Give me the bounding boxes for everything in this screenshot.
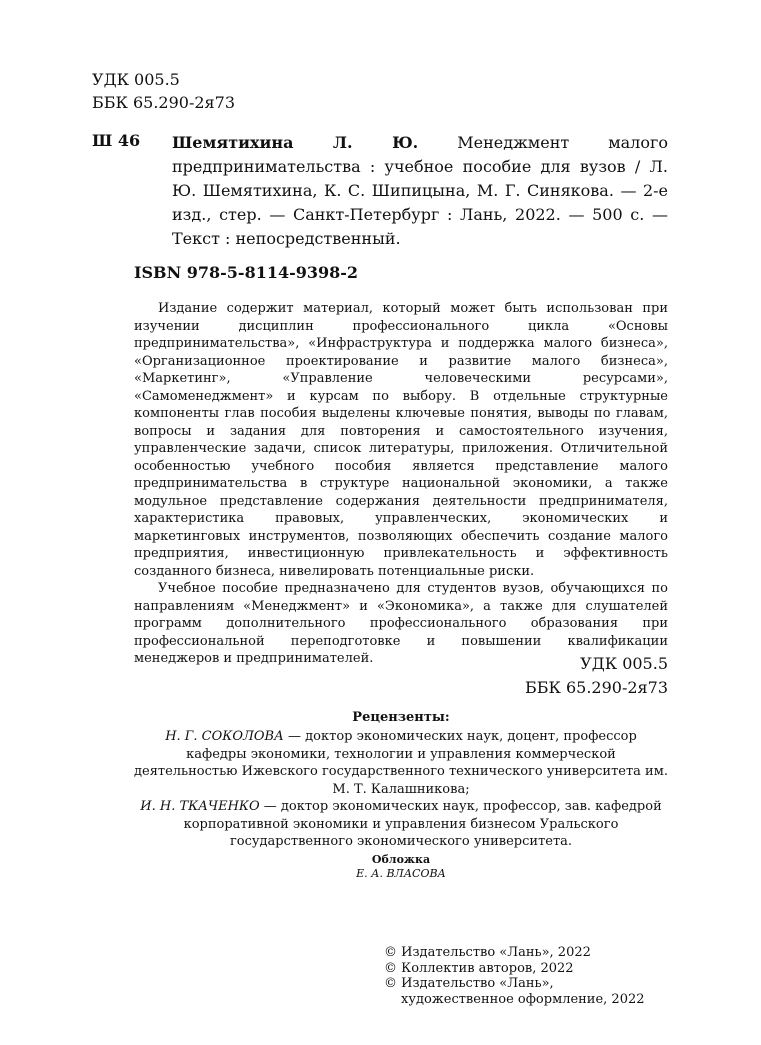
biblio-description: Менеджмент малого предпринимательства : учебное пособие для вузов / Л. Ю. Шемятихина, К. С. Шипицына, М. Г. Синякова. — 2-е изд., стер. — Санкт-Петербург : Лань, 2022. — 500 с. — Текст : непосредственный. — [172, 133, 668, 248]
bbk-code: ББК 65.290-2я73 — [92, 93, 236, 112]
reviewer-description: — доктор экономических наук, доцент, профессор кафедры экономики, технологии и управления коммерческой деятельностью Ижевского государственного технического университета им. М. Т. Калашникова; — [134, 729, 668, 797]
isbn: ISBN 978-5-8114-9398-2 — [134, 263, 359, 282]
bbk-code-right: ББК 65.290-2я73 — [524, 678, 668, 697]
reviewer-entry — [134, 798, 668, 851]
annotation — [134, 300, 668, 668]
udk-bbk-block-top — [92, 68, 235, 114]
reviewer-description: — доктор экономических наук, профессор, зав. кафедрой корпоративной экономики и управления бизнесом Уральского государственного экономического университета. — [183, 799, 662, 849]
cover-designer: Е. А. ВЛАСОВА — [356, 867, 446, 880]
annotation-paragraph-2: Учебное пособие предназначено для студентов вузов, обучающихся по направлениям «Менеджмент» и «Экономика», а также для слушателей программ дополнительного профессионального образования при профессиональной переподготовке и повышении квалификации менеджеров и предпринимателей. — [134, 581, 668, 666]
reviewers-list — [134, 728, 668, 851]
copyright-block — [384, 945, 674, 1007]
reviewer-name: Н. Г. СОКОЛОВА — [165, 729, 284, 744]
annotation-paragraph-1: Издание содержит материал, который может быть использован при изучении дисциплин профессионального цикла «Основы предпринимательства», «Инфраструктура и поддержка малого бизнеса», «Организационное проектирование и развитие малого бизнеса», «Маркетинг», «Управление человеческими ресурсами», «Самоменеджмент» и курсам по выбору. В отдельные структурные компоненты глав пособия выделены ключевые понятия, выводы по главам, вопросы и задания для повторения и самостоятельного изучения, управленческие задачи, список литературы, приложения. Отличительной особенностью учебного пособия является представление малого предпринимательства в структуре национальной экономики, а также модульное представление содержания деятельности предпринимателя, характеристика правовых, управленческих, экономических и маркетинговых инструментов, позволяющих обеспечить создание малого предприятия, инвестиционную привлекательность и эффективность созданного бизнеса, нивелировать потенциальные риски. — [134, 301, 668, 579]
biblio-author: Шемятихина Л. Ю. — [172, 133, 419, 152]
reviewers-heading: Рецензенты: — [352, 710, 450, 725]
copyright-line: © Издательство «Лань», — [384, 976, 554, 991]
author-sign: Ш 46 — [92, 131, 141, 150]
udk-bbk-block-right — [468, 652, 668, 700]
udk-code-right: УДК 005.5 — [580, 654, 668, 673]
udk-code: УДК 005.5 — [92, 70, 180, 89]
reviewer-name: И. Н. ТКАЧЕНКО — [140, 799, 260, 814]
copyright-line: © Издательство «Лань», 2022 — [384, 945, 591, 960]
bibliographic-record — [172, 131, 668, 251]
cover-heading: Обложка — [371, 853, 431, 866]
reviewer-entry — [134, 728, 668, 798]
copyright-line: художественное оформление, 2022 — [401, 991, 645, 1007]
copyright-line: © Коллектив авторов, 2022 — [384, 960, 574, 976]
